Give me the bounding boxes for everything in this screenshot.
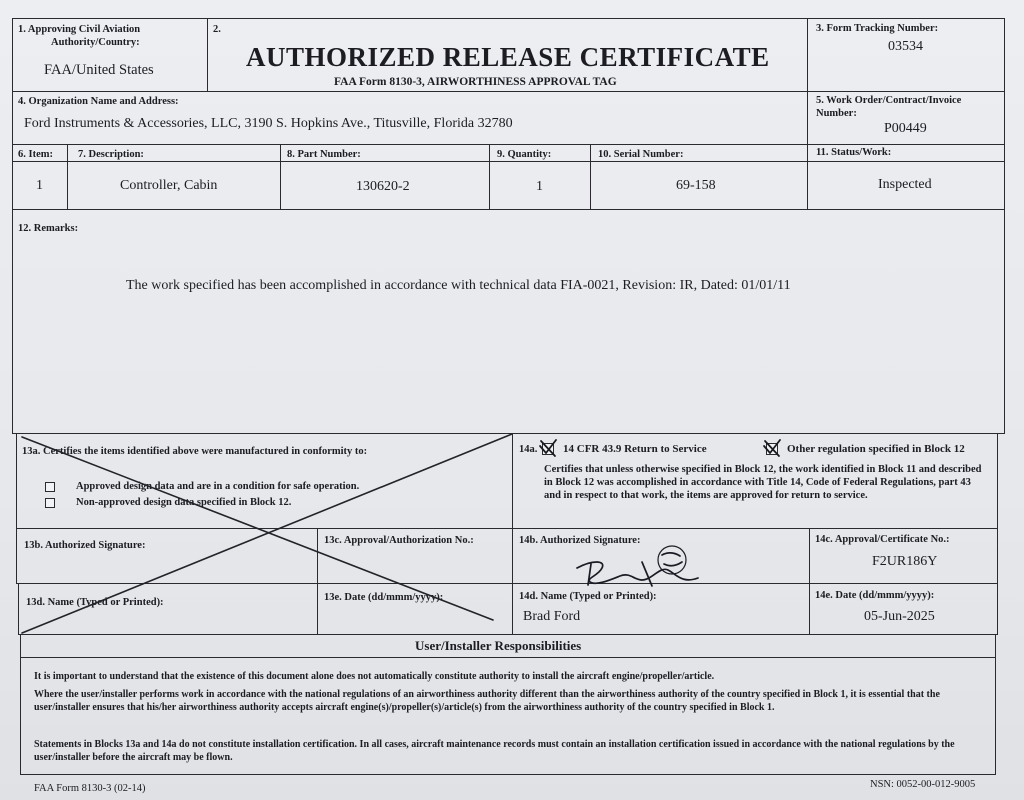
block-13e-label: 13e. Date (dd/mmm/yyyy): — [324, 592, 444, 603]
block-1-value: FAA/United States — [44, 62, 154, 78]
responsibilities-title: User/Installer Responsibilities — [415, 638, 582, 653]
block-14a-option-2-label: Other regulation specified in Block 12 — [787, 443, 965, 455]
void-cross-line-2 — [22, 434, 512, 633]
block-7-value: Controller, Cabin — [120, 178, 218, 193]
block-12-remarks: The work specified has been accomplished in accordance with technical data FIA-0021, Revision: IR, Dated: 01/01/11 — [126, 278, 791, 293]
block-9-label: 9. Quantity: — [497, 149, 552, 160]
block-6-label: 6. Item: — [18, 149, 53, 160]
block-5-value: P00449 — [884, 121, 927, 136]
block-14a-option-1-label: 14 CFR 43.9 Return to Service — [563, 443, 707, 455]
block-10-value: 69-158 — [676, 178, 716, 193]
block-14a-prefix: 14a. — [519, 444, 538, 455]
block-4-label: 4. Organization Name and Address: — [18, 96, 179, 107]
block-13a-label: 13a. Certifies the items identified above were manufactured in conformity to: — [22, 446, 368, 457]
block-4-value: Ford Instruments & Accessories, LLC, 3190 S. Hopkins Ave., Titusville, Florida 32780 — [24, 116, 513, 131]
block-3-label: 3. Form Tracking Number: — [816, 23, 939, 34]
block-5-label-line2: Number: — [816, 108, 857, 119]
responsibilities-paragraph-2: Where the user/installer performs work in accordance with the national regulations of an airworthiness authority different than the airworthiness authority of the country specified in Block 1, it is essential that the user/installer ensures that his/her airworthiness authority accepts aircraft engine(s)/propeller(s)/article(s) from the airworthiness authority of the country specified in Block 1. — [34, 689, 940, 713]
block-9-value: 1 — [536, 179, 543, 194]
block-3-value: 03534 — [888, 39, 923, 54]
block-7-label: 7. Description: — [78, 149, 144, 160]
block-2-label: 2. — [213, 24, 221, 35]
block-11-label: 11. Status/Work: — [816, 147, 892, 158]
block-10-label: 10. Serial Number: — [598, 149, 684, 160]
block-1-label-line2: Authority/Country: — [51, 37, 140, 48]
form-subtitle: FAA Form 8130-3, AIRWORTHINESS APPROVAL TAG — [334, 76, 617, 88]
footer-nsn: NSN: 0052-00-012-9005 — [870, 779, 976, 790]
block-1-label: 1. Approving Civil Aviation — [18, 24, 141, 35]
block-13a-option-1-label: Approved design data and are in a condition for safe operation. — [76, 481, 360, 492]
block-8-label: 8. Part Number: — [287, 149, 361, 160]
block-14c-value: F2UR186Y — [872, 554, 938, 569]
block-14e-value: 05-Jun-2025 — [864, 609, 935, 624]
block-14a-certification-text: Certifies that unless otherwise specified in Block 12, the work identified in Block 11 and described in Block 12 was accomplished in accordance with Title 14, Code of Federal Regulations, part 43 and in respect to that work, the items are approved for return to service. — [544, 464, 982, 501]
form-title: AUTHORIZED RELEASE CERTIFICATE — [246, 42, 770, 72]
void-cross-line-1 — [22, 437, 493, 620]
signature-icon — [577, 546, 698, 586]
block-6-value: 1 — [36, 178, 43, 193]
block-13b-label: 13b. Authorized Signature: — [24, 540, 146, 551]
block-11-value: Inspected — [878, 177, 932, 192]
block-14d-label: 14d. Name (Typed or Printed): — [519, 591, 657, 602]
check-mark-icon-1 — [540, 440, 556, 456]
block-14c-label: 14c. Approval/Certificate No.: — [815, 534, 950, 545]
footer-form-number: FAA Form 8130-3 (02-14) — [34, 783, 146, 794]
block-12-label: 12. Remarks: — [18, 223, 79, 234]
block-14d-value: Brad Ford — [523, 609, 581, 624]
check-mark-icon-2 — [764, 440, 780, 456]
block-14b-label: 14b. Authorized Signature: — [519, 535, 641, 546]
responsibilities-paragraph-1: It is important to understand that the existence of this document alone does not automatically constitute authority to install the aircraft engine/propeller/article. — [34, 671, 715, 682]
responsibilities-paragraph-3: Statements in Blocks 13a and 14a do not constitute installation certification. In all cases, aircraft maintenance records must contain an installation certification issued in accordance with the national regulations by the user/installer before the aircraft may be flown. — [34, 739, 955, 763]
block-8-value: 130620-2 — [356, 179, 410, 194]
block-5-label: 5. Work Order/Contract/Invoice — [816, 95, 962, 106]
block-14e-label: 14e. Date (dd/mmm/yyyy): — [815, 590, 935, 601]
block-13c-label: 13c. Approval/Authorization No.: — [324, 535, 474, 546]
block-13a-option-2-label: Non-approved design data specified in Block 12. — [76, 497, 292, 508]
block-13d-label: 13d. Name (Typed or Printed): — [26, 597, 164, 608]
